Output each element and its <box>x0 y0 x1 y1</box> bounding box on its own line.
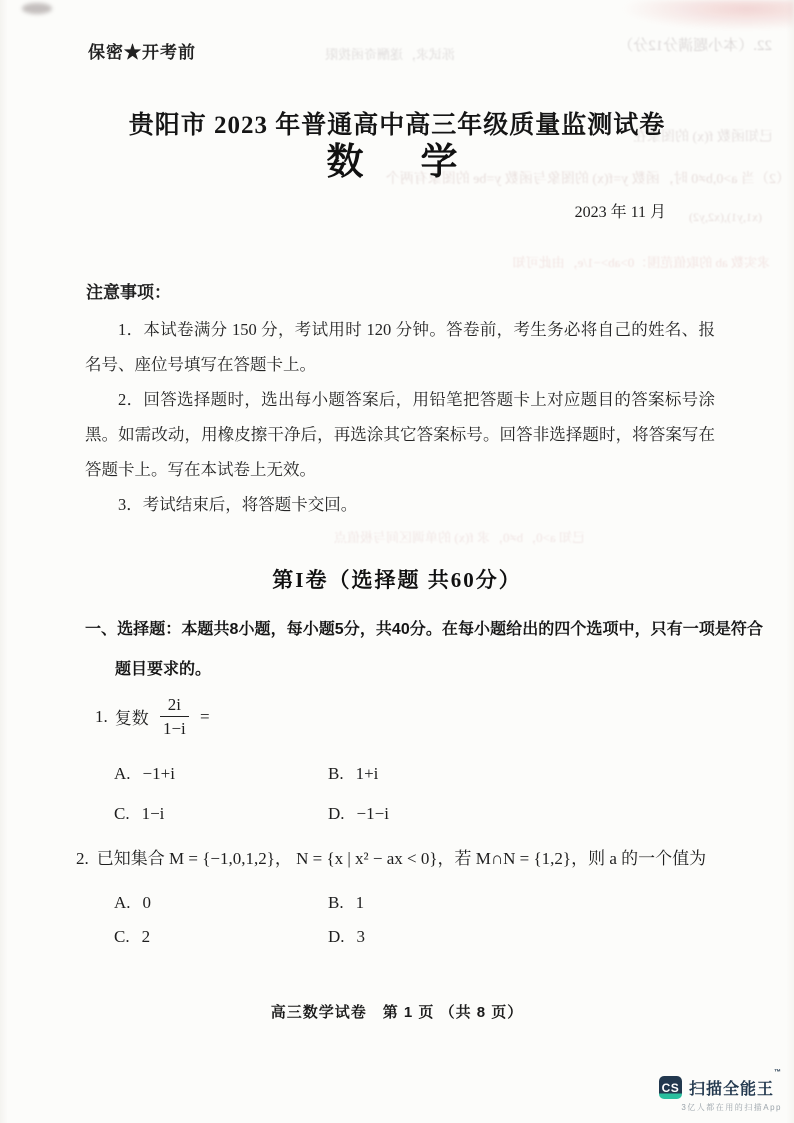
option-b-text: 1+i <box>355 764 379 783</box>
notice-item-2: 2．回答选择题时，选出每小题答案后，用铅笔把答题卡上对应题目的答案标号涂黑。如需改动，用橡皮擦干净后，再选涂其它答案标号。回答非选择题时，将答案写在答题卡上。写在本试卷上无效。 <box>85 390 715 479</box>
exam-date: 2023 年 11 月 <box>574 204 666 221</box>
camscanner-watermark <box>659 1069 782 1113</box>
scan-smudge-top-left <box>22 3 52 14</box>
option-a <box>114 893 328 913</box>
option-c-text: 2 <box>141 927 151 946</box>
option-d-text: 3 <box>356 927 366 946</box>
confidential-label: 保密★开考前 <box>88 43 196 62</box>
camscanner-name-text: 扫描全能王 <box>688 1081 774 1098</box>
notice-item-1: 1．本试卷满分 150 分，考试用时 120 分钟。答卷前，考生务必将自己的姓名、报名号、座位号填写在答题卡上。 <box>85 320 715 374</box>
section-1-instructions: 一、选择题：本题共8小题，每小题5分，共40分。在每小题给出的四个选项中，只有一项是符合题目要求的。 <box>85 621 763 678</box>
bleed-through-text: 泺试求，遂酬奇函拨限 <box>324 47 455 62</box>
option-d-text: −1−i <box>356 804 389 823</box>
question-1 <box>95 694 210 740</box>
bleed-through-text: (x1,y1),(x2,y2) <box>689 210 762 224</box>
bleed-through-text: 已知 a>0，b≠0，求 f(x) 的单调区间与极值点 <box>334 530 585 545</box>
camscanner-row <box>659 1069 782 1099</box>
bleed-through-text: 已知函数 f(x) 的图象在 <box>633 130 773 145</box>
notice-heading: 注意事项： <box>86 283 171 302</box>
exam-title: 贵阳市 2023 年普通高中高三年级质量监测试卷 <box>128 111 666 139</box>
question-2-number: 2. <box>76 849 89 868</box>
question-2-stem: 已知集合 M = {−1,0,1,2}， N = {x | x² − ax < 0}，若 M∩N = {1,2}，则 a 的一个值为 <box>96 849 707 868</box>
bleed-through-text: （2）当 a>0,b≠0 时，函数 y=f(x) 的图象与函数 y=be 的图象有两个 <box>385 172 790 187</box>
scan-smudge-top-right <box>624 0 794 30</box>
option-c-label: C. <box>114 927 130 946</box>
question-2-options <box>114 893 365 947</box>
camscanner-app-name <box>688 1069 782 1099</box>
option-b-text: 1 <box>355 893 365 912</box>
question-2 <box>76 846 744 872</box>
option-c <box>114 804 328 824</box>
question-1-options <box>114 764 389 824</box>
option-a <box>114 764 328 784</box>
fraction-numerator: 2i <box>160 694 189 717</box>
trademark-symbol: ™ <box>774 1069 782 1076</box>
bleed-through-text: 求实数 ab 的取值范围：0>ab>−1/e，由此可知 <box>512 255 770 270</box>
option-b-label: B. <box>328 893 344 912</box>
option-c <box>114 927 328 947</box>
option-d <box>328 804 389 824</box>
camscanner-tagline: 3亿人都在用的扫描App <box>681 1103 782 1112</box>
option-c-label: C. <box>114 804 130 823</box>
option-a-label: A. <box>114 893 131 912</box>
fraction-denominator: 1−i <box>162 719 186 739</box>
question-1-stem-suffix: = <box>199 706 210 726</box>
option-a-label: A. <box>114 764 131 783</box>
section-1-heading: 第I卷（选择题 共60分） <box>272 568 522 592</box>
option-d <box>328 927 365 947</box>
option-c-text: 1−i <box>141 804 165 823</box>
bleed-through-text: 22.（本小题满分12分） <box>618 38 772 54</box>
option-b <box>328 893 365 913</box>
option-b <box>328 764 389 784</box>
option-a-text: −1+i <box>142 764 175 783</box>
page-footer: 高三数学试卷 第 1 页 （共 8 页） <box>270 1004 524 1021</box>
notice-item-3: 3．考试结束后，将答题卡交回。 <box>118 495 358 514</box>
fraction <box>160 694 189 740</box>
subject-title: 数 学 <box>326 142 468 183</box>
question-1-number: 1. <box>95 706 108 726</box>
camscanner-logo-icon: CS <box>659 1076 682 1099</box>
option-d-label: D. <box>328 804 345 823</box>
option-d-label: D. <box>328 927 345 946</box>
option-b-label: B. <box>328 764 344 783</box>
question-1-stem-prefix: 复数 <box>114 709 149 729</box>
option-a-text: 0 <box>142 893 152 912</box>
